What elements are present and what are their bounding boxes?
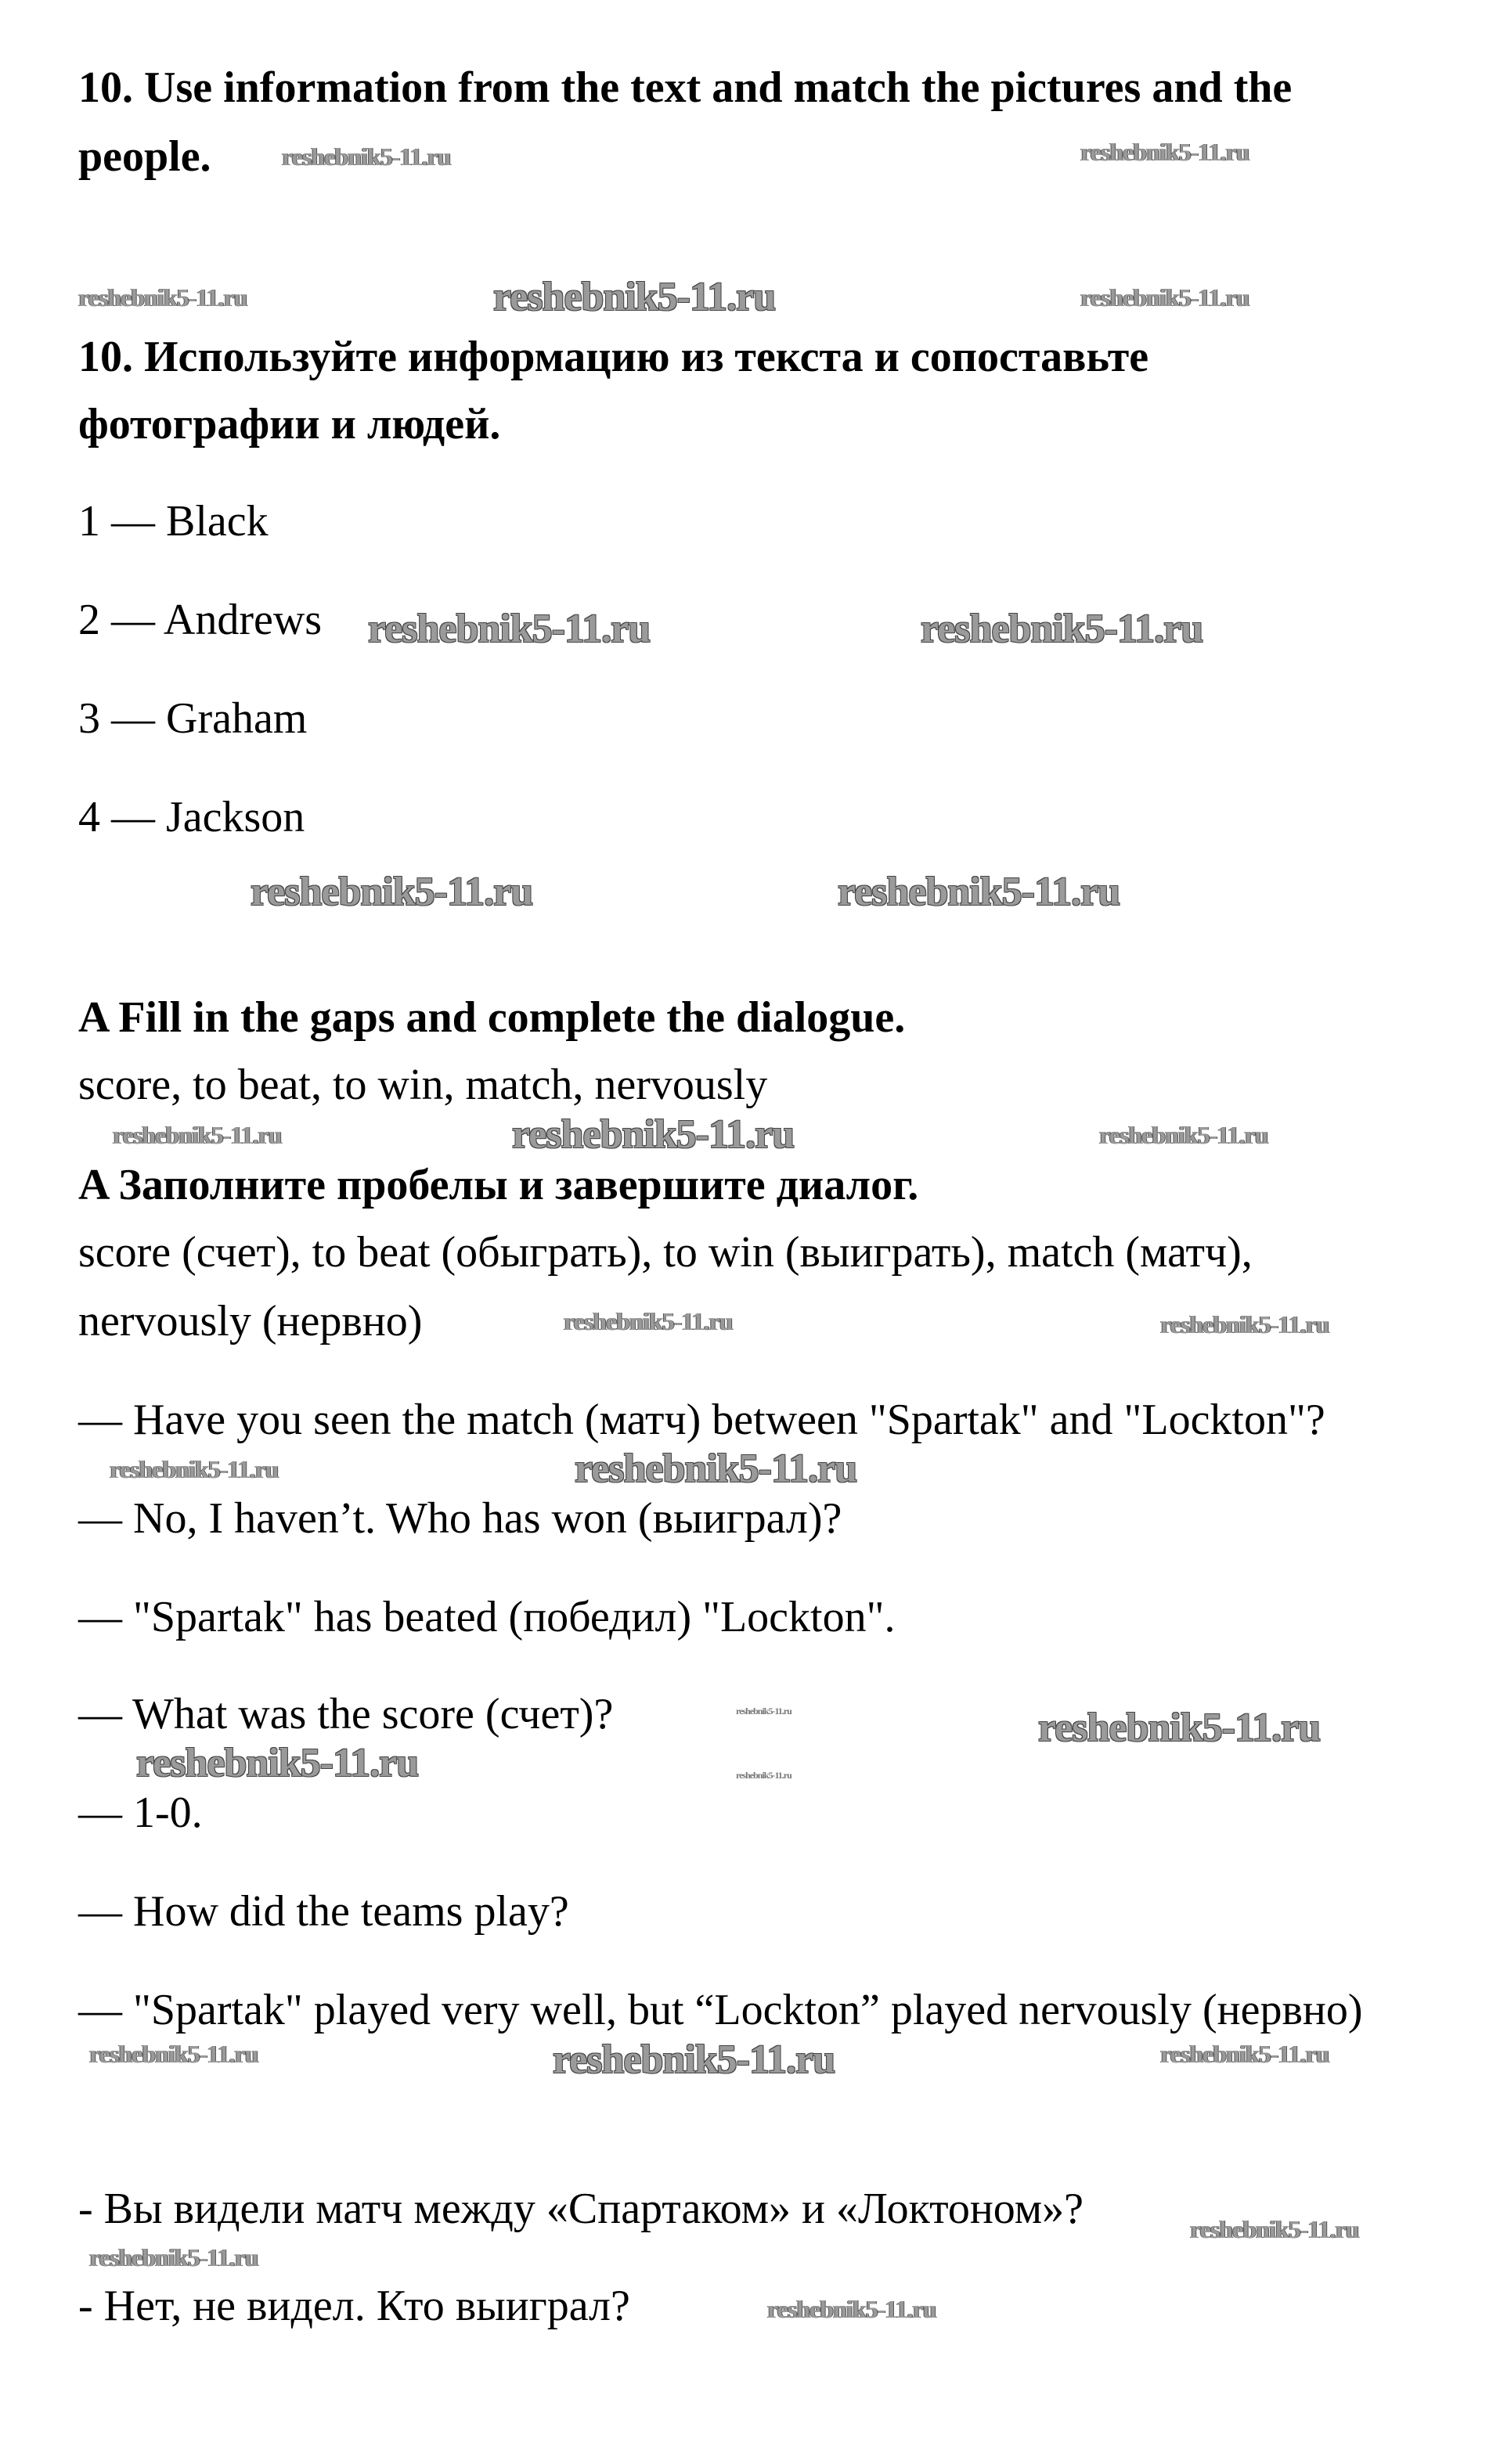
watermark: reshebnik5-11.ru — [282, 142, 451, 171]
watermark: reshebnik5-11.ru — [736, 1770, 791, 1781]
watermark: reshebnik5-11.ru — [1099, 1121, 1268, 1149]
watermark: reshebnik5-11.ru — [564, 1307, 733, 1335]
dialogue-line: — How did the teams play? — [78, 1887, 569, 1936]
watermark: reshebnik5-11.ru — [78, 283, 247, 312]
exercise-10-heading-en-cont: people. — [78, 132, 211, 181]
watermark: reshebnik5-11.ru — [838, 870, 1120, 914]
watermark: reshebnik5-11.ru — [1190, 2215, 1359, 2243]
dialogue-line: — "Spartak" played very well, but “Lockton” played nervously (нервно) — [78, 1986, 1363, 2034]
exercise-10-heading-ru: 10. Используйте информацию из текста и сопоставьте — [78, 333, 1149, 381]
answer-item: 1 — Black — [78, 497, 269, 546]
dialogue-line: — Have you seen the match (матч) between "Spartak" and "Lockton"? — [78, 1396, 1325, 1444]
dialogue-line-ru: - Нет, не видел. Кто выиграл? — [78, 2282, 630, 2330]
exercise-10-heading-ru-cont: фотографии и людей. — [78, 400, 501, 448]
answer-item: 4 — Jackson — [78, 793, 305, 841]
watermark: reshebnik5-11.ru — [575, 1446, 857, 1491]
watermark: reshebnik5-11.ru — [1160, 1310, 1329, 1338]
dialogue-line: — 1-0. — [78, 1789, 203, 1837]
watermark: reshebnik5-11.ru — [1038, 1706, 1321, 1750]
answer-item: 3 — Graham — [78, 694, 308, 743]
dialogue-line: — No, I haven’t. Who has won (выиграл)? — [78, 1494, 842, 1543]
watermark: reshebnik5-11.ru — [89, 2040, 258, 2068]
dialogue-line: — "Spartak" has beated (победил) "Lockton". — [78, 1593, 896, 1641]
answer-item: 2 — Andrews — [78, 596, 323, 644]
dialogue-line: — What was the score (счет)? — [78, 1690, 614, 1738]
watermark: reshebnik5-11.ru — [1080, 283, 1249, 312]
watermark: reshebnik5-11.ru — [251, 870, 533, 914]
watermark: reshebnik5-11.ru — [136, 1741, 419, 1785]
word-list-ru: score (счет), to beat (обыграть), to win (выиграть), match (матч), — [78, 1228, 1253, 1277]
watermark: reshebnik5-11.ru — [110, 1455, 279, 1483]
word-list-en: score, to beat, to win, match, nervously — [78, 1061, 768, 1109]
watermark: reshebnik5-11.ru — [1160, 2040, 1329, 2068]
watermark: reshebnik5-11.ru — [512, 1112, 795, 1157]
exercise-a-heading-ru: A Заполните пробелы и завершите диалог. — [78, 1161, 919, 1209]
exercise-a-heading-en: A Fill in the gaps and complete the dialogue. — [78, 993, 906, 1042]
watermark: reshebnik5-11.ru — [113, 1121, 282, 1149]
watermark: reshebnik5-11.ru — [921, 607, 1203, 651]
watermark: reshebnik5-11.ru — [736, 1706, 791, 1717]
watermark: reshebnik5-11.ru — [368, 607, 651, 651]
dialogue-line-ru: - Вы видели матч между «Спартаком» и «Локтоном»? — [78, 2185, 1084, 2233]
watermark: reshebnik5-11.ru — [553, 2037, 835, 2082]
watermark: reshebnik5-11.ru — [89, 2243, 258, 2271]
watermark: reshebnik5-11.ru — [1080, 138, 1249, 166]
exercise-10-heading-en: 10. Use information from the text and match the pictures and the — [78, 63, 1293, 112]
watermark: reshebnik5-11.ru — [767, 2295, 936, 2323]
watermark: reshebnik5-11.ru — [493, 275, 776, 319]
word-list-ru-cont: nervously (нервно) — [78, 1297, 423, 1345]
